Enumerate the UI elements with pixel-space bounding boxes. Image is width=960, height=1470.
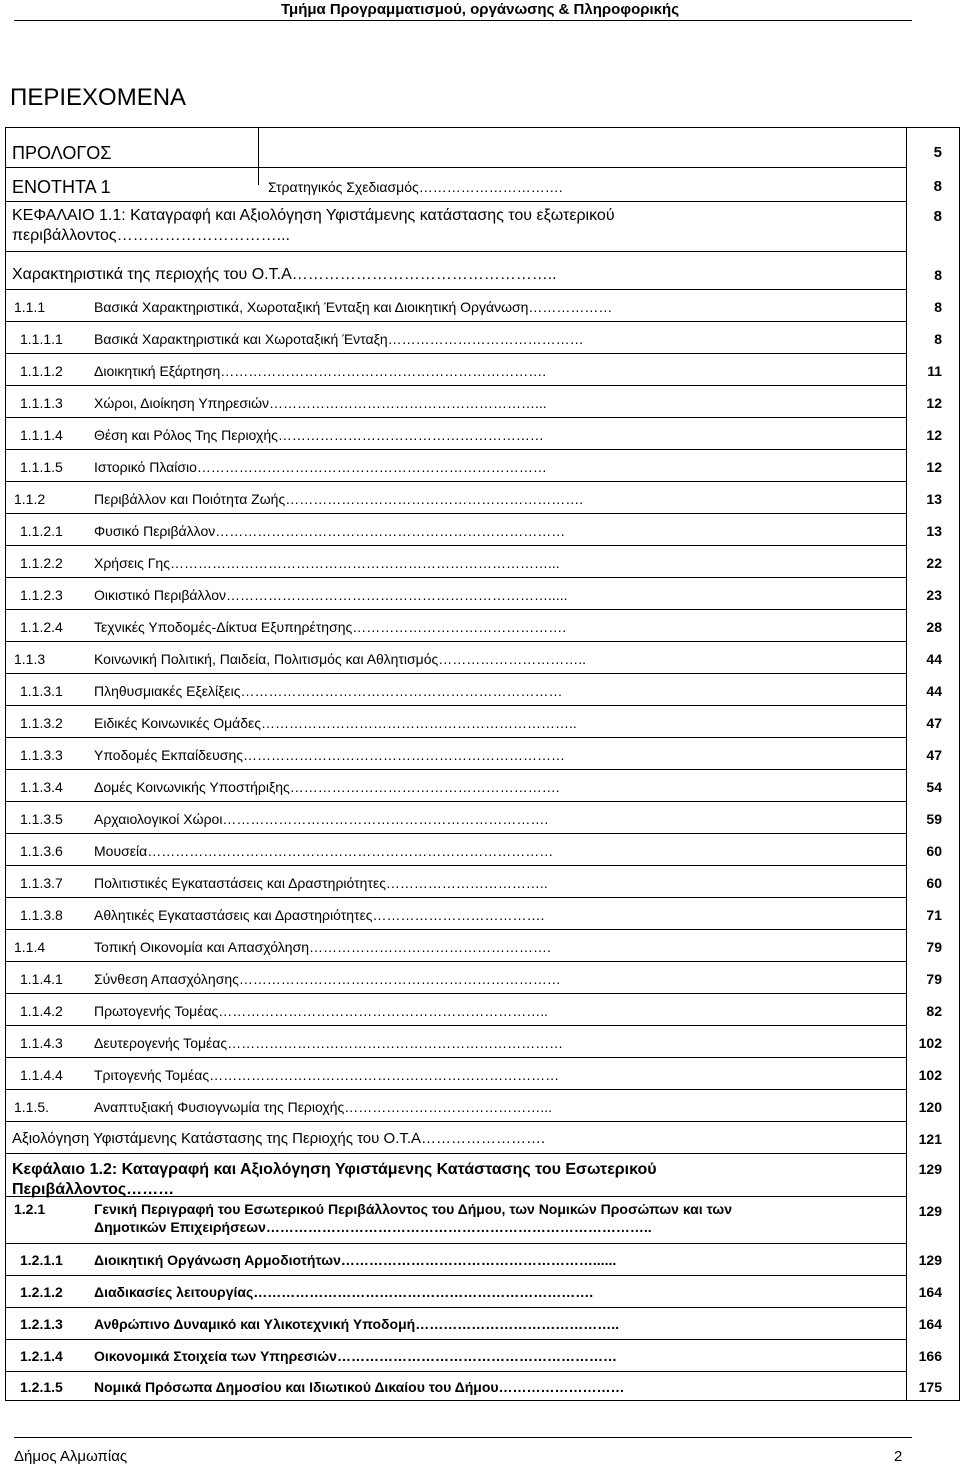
toc-entry-title: Δομές Κοινωνικής Υποστήριξης…………………………………………………. [94, 779, 560, 795]
toc-entry-page: 12 [926, 427, 942, 443]
toc-rule [6, 513, 906, 514]
toc-entry-page: 79 [926, 971, 942, 987]
footer-municipality: Δήμος Αλμωπίας [14, 1448, 128, 1465]
footer-page-number: 2 [894, 1448, 903, 1465]
toc-entry-title: Τριτογενής Τομέας………………………………………………………………… [94, 1067, 560, 1083]
toc-rule [6, 449, 906, 450]
page-title: ΠΕΡΙΕΧΟΜΕΝΑ [10, 84, 187, 111]
toc-rule [6, 167, 906, 168]
toc-rule [6, 929, 906, 930]
toc-entry-number: 1.1.3.7 [20, 875, 63, 891]
toc-entry-number: 1.1.3 [14, 651, 46, 667]
toc-rule [6, 289, 906, 290]
toc-rule [6, 1089, 906, 1090]
toc-1-2-1-line1: Γενική Περιγραφή του Εσωτερικού Περιβάλλοντος του Δήμου, των Νομικών Προσώπων και των [94, 1201, 733, 1217]
toc-entry-title: Οικιστικό Περιβάλλον……………………………………………………………..... [94, 587, 568, 603]
toc-unit1-label: ΕΝΟΤΗΤΑ 1 [12, 177, 111, 197]
toc-evaluation-page: 121 [918, 1131, 942, 1147]
toc-entry-number: 1.2.1.2 [20, 1284, 63, 1300]
toc-entry-number: 1.1.3.5 [20, 811, 63, 827]
toc-rule [6, 705, 906, 706]
toc-entry-page: 102 [918, 1067, 942, 1083]
toc-unit1-title: Στρατηγικός Σχεδιασμός…………………………. [268, 179, 563, 195]
toc-chapter1-2-line1: Κεφάλαιο 1.2: Καταγραφή και Αξιολόγηση Υφιστάμενης Κατάστασης του Εσωτερικού [12, 1161, 657, 1178]
toc-entry-title: Σύνθεση Απασχόλησης…………………………………………………………… [94, 971, 561, 987]
toc-rule [6, 1057, 906, 1058]
toc-entry-number: 1.2.1.4 [20, 1348, 63, 1364]
toc-rule [6, 1339, 906, 1340]
toc-entry-number: 1.1.3.2 [20, 715, 63, 731]
toc-rule [6, 545, 906, 546]
toc-entry-title: Ιστορικό Πλαίσιο………………………………………………………………… [94, 459, 547, 475]
toc-rule [6, 833, 906, 834]
toc-rule [6, 353, 906, 354]
toc-entry-page: 102 [918, 1035, 942, 1051]
toc-prologue-label: ΠΡΟΛΟΓΟΣ [12, 143, 112, 163]
toc-entry-number: 1.1.3.1 [20, 683, 63, 699]
toc-unit1-page: 8 [933, 178, 942, 195]
toc-entry-page: 166 [918, 1348, 942, 1364]
toc-entry-page: 44 [926, 651, 942, 667]
toc-entry-number: 1.1.1.3 [20, 395, 63, 411]
toc-chapter1-2-page: 129 [918, 1161, 942, 1177]
toc-entry-title: Οικονομικά Στοιχεία των Υπηρεσιών…………………………………………………… [94, 1348, 617, 1364]
toc-entry-page: 13 [926, 491, 942, 507]
toc-rule [6, 1153, 906, 1154]
header-rule [14, 20, 912, 21]
toc-entry-number: 1.1.4.2 [20, 1003, 63, 1019]
toc-area-page: 8 [934, 267, 942, 283]
toc-entry-title: Πολιτιστικές Εγκαταστάσεις και Δραστηριότητες…………………………….. [94, 875, 548, 891]
toc-entry-page: 71 [926, 907, 942, 923]
toc-entry-page: 8 [934, 299, 942, 315]
toc-entry-number: 1.1.3.3 [20, 747, 63, 763]
toc-entry-page: 44 [926, 683, 942, 699]
toc-chapter1-1-line1: ΚΕΦΑΛΑΙΟ 1.1: Καταγραφή και Αξιολόγηση Υφιστάμενης κατάστασης του εξωτερικού [12, 207, 615, 224]
toc-evaluation-label: Αξιολόγηση Υφιστάμενης Κατάστασης της Περιοχής του Ο.Τ.Α……………………. [12, 1130, 546, 1147]
toc-rule [6, 481, 906, 482]
toc-entry-title: Υποδομές Εκπαίδευσης…………………………………………………………… [94, 747, 565, 763]
toc-entry-number: 1.2.1 [14, 1201, 46, 1217]
toc-entry-title: Ειδικές Κοινωνικές Ομάδες………………………………………………………….. [94, 715, 577, 731]
toc-rule [6, 577, 906, 578]
toc-entry-page: 82 [926, 1003, 942, 1019]
toc-entry-title: Αθλητικές Εγκαταστάσεις και Δραστηριότητες………………………………. [94, 907, 545, 923]
toc-entry-number: 1.1.3.4 [20, 779, 63, 795]
toc-entry-title: Αρχαιολογικοί Χώροι……………………………………………………………. [94, 811, 549, 827]
toc-entry-number: 1.1.1.2 [20, 363, 63, 379]
toc-entry-page: 120 [918, 1099, 942, 1115]
toc-chapter1-1-page: 8 [933, 208, 942, 225]
toc-entry-number: 1.1.4.1 [20, 971, 63, 987]
footer-rule [14, 1437, 912, 1438]
toc-entry-number: 1.1.3.8 [20, 907, 63, 923]
toc-entry-number: 1.2.1.1 [20, 1252, 63, 1268]
toc-rule [6, 1243, 906, 1244]
toc-entry-number: 1.2.1.3 [20, 1316, 63, 1332]
toc-rule [6, 417, 906, 418]
toc-entry-number: 1.1.2 [14, 491, 46, 507]
toc-entry-number: 1.1.2.3 [20, 587, 63, 603]
toc-entry-title: Φυσικό Περιβάλλον………………………………………………………………… [94, 523, 566, 539]
toc-entry-title: Βασικά Χαρακτηριστικά, Χωροταξική Ένταξη και Διοικητική Οργάνωση……………… [94, 299, 613, 315]
toc-entry-page: 129 [918, 1203, 942, 1219]
toc-rule [6, 865, 906, 866]
toc-entry-page: 164 [918, 1316, 942, 1332]
toc-entry-number: 1.1.4.4 [20, 1067, 63, 1083]
toc-entry-title: Μουσεία…………………………………………………………………………… [94, 843, 554, 859]
toc-rule [6, 1121, 906, 1122]
toc-entry-number: 1.1.4 [14, 939, 46, 955]
toc-entry-page: 60 [926, 843, 942, 859]
toc-entry-page: 54 [926, 779, 942, 795]
toc-chapter1-1-line2: περιβάλλοντος…………………………... [12, 227, 290, 244]
toc-prologue-page: 5 [933, 144, 942, 161]
toc-entry-number: 1.1.2.1 [20, 523, 63, 539]
toc-entry-title: Διοικητική Εξάρτηση……………………………………………………………. [94, 363, 547, 379]
toc-entry-title: Πρωτογενής Τομέας…………………………………………………………….. [94, 1003, 549, 1019]
toc-rule [6, 251, 906, 252]
toc-entry-number: 1.1.1.5 [20, 459, 63, 475]
toc-entry-title: Χώροι, Διοίκηση Υπηρεσιών…………………………………………………... [94, 395, 547, 411]
toc-entry-title: Κοινωνική Πολιτική, Παιδεία, Πολιτισμός και Αθλητισμός………………………….. [94, 651, 587, 667]
toc-rule [6, 769, 906, 770]
toc-rule [6, 897, 906, 898]
toc-entry-title: Δευτερογενής Τομέας……………………………………………………………… [94, 1035, 564, 1051]
toc-rule [6, 1371, 906, 1372]
toc-entry-title: Ανθρώπινο Δυναμικό και Υλικοτεχνική Υποδομή…………………………………….. [94, 1316, 619, 1332]
toc-entry-title: Θέση και Ρόλος Της Περιοχής………………………………………………… [94, 427, 544, 443]
toc-chapter1-2-line2: Περιβάλλοντος……… [12, 1181, 175, 1198]
toc-entry-number: 1.1.2.2 [20, 555, 63, 571]
toc-entry-number: 1.1.1.4 [20, 427, 63, 443]
toc-entry-page: 28 [926, 619, 942, 635]
toc-entry-title: Περιβάλλον και Ποιότητα Ζωής………………………………………………………. [94, 491, 584, 507]
toc-entry-page: 60 [926, 875, 942, 891]
toc-rule [6, 737, 906, 738]
toc-column-divider [258, 127, 259, 185]
toc-entry-number: 1.2.1.5 [20, 1379, 63, 1395]
toc-entry-page: 164 [918, 1284, 942, 1300]
toc-entry-page: 175 [918, 1379, 942, 1395]
toc-entry-number: 1.1.3.6 [20, 843, 63, 859]
toc-entry-title: Τοπική Οικονομία και Απασχόληση……………………………………………. [94, 939, 551, 955]
toc-entry-page: 22 [926, 555, 942, 571]
toc-entry-title: Χρήσεις Γης………………………………………………………………………... [94, 555, 560, 571]
toc-entry-page: 47 [926, 715, 942, 731]
toc-rule [6, 1307, 906, 1308]
toc-rule [6, 1025, 906, 1026]
toc-entry-page: 79 [926, 939, 942, 955]
toc-rule [6, 961, 906, 962]
toc-entry-number: 1.1.1.1 [20, 331, 63, 347]
toc-entry-page: 12 [926, 459, 942, 475]
toc-rule [6, 673, 906, 674]
toc-entry-page: 23 [926, 587, 942, 603]
toc-entry-title: Βασικά Χαρακτηριστικά και Χωροταξική Ένταξη…………………………………… [94, 331, 584, 347]
toc-entry-title: Αναπτυξιακή Φυσιογνωμία της Περιοχής……………………………………... [94, 1099, 552, 1115]
toc-1-2-1-line2: Δημοτικών Επιχειρήσεων……………………………………………………………………….. [94, 1219, 652, 1235]
toc-rule [6, 1275, 906, 1276]
toc-entry-page: 13 [926, 523, 942, 539]
toc-entry-title: Πληθυσμιακές Εξελίξεις…………………………………………………………… [94, 683, 563, 699]
toc-entry-number: 1.1.1 [14, 299, 46, 315]
toc-entry-number: 1.1.4.3 [20, 1035, 63, 1051]
toc-rule [6, 609, 906, 610]
toc-rule [6, 993, 906, 994]
running-header: Τμήμα Προγραμματισμού, οργάνωσης & Πληροφορικής [280, 1, 680, 18]
toc-entry-page: 47 [926, 747, 942, 763]
toc-rule [6, 801, 906, 802]
toc-entry-page: 8 [934, 331, 942, 347]
toc-entry-title: Διαδικασίες λειτουργίας………………………………………………………………. [94, 1284, 594, 1300]
toc-entry-page: 12 [926, 395, 942, 411]
toc-rule [6, 201, 906, 202]
toc-entry-page: 11 [927, 363, 942, 379]
toc-area-label: Χαρακτηριστικά της περιοχής του Ο.Τ.Α………………………………………….. [12, 266, 557, 283]
toc-entry-title: Διοικητική Οργάνωση Αρμοδιοτήτων………………………………………………...... [94, 1252, 617, 1268]
toc-entry-page: 59 [926, 811, 942, 827]
toc-rule [6, 641, 906, 642]
toc-entry-title: Νομικά Πρόσωπα Δημοσίου και Ιδιωτικού Δικαίου του Δήμου……………………… [94, 1379, 625, 1395]
toc-rule [6, 385, 906, 386]
toc-entry-number: 1.1.5. [14, 1099, 50, 1115]
toc-entry-title: Τεχνικές Υποδομές-Δίκτυα Εξυπηρέτησης………………………………………. [94, 619, 567, 635]
toc-rule [6, 1196, 906, 1197]
toc-entry-number: 1.1.2.4 [20, 619, 63, 635]
toc-rule [6, 321, 906, 322]
toc-entry-page: 129 [918, 1252, 942, 1268]
